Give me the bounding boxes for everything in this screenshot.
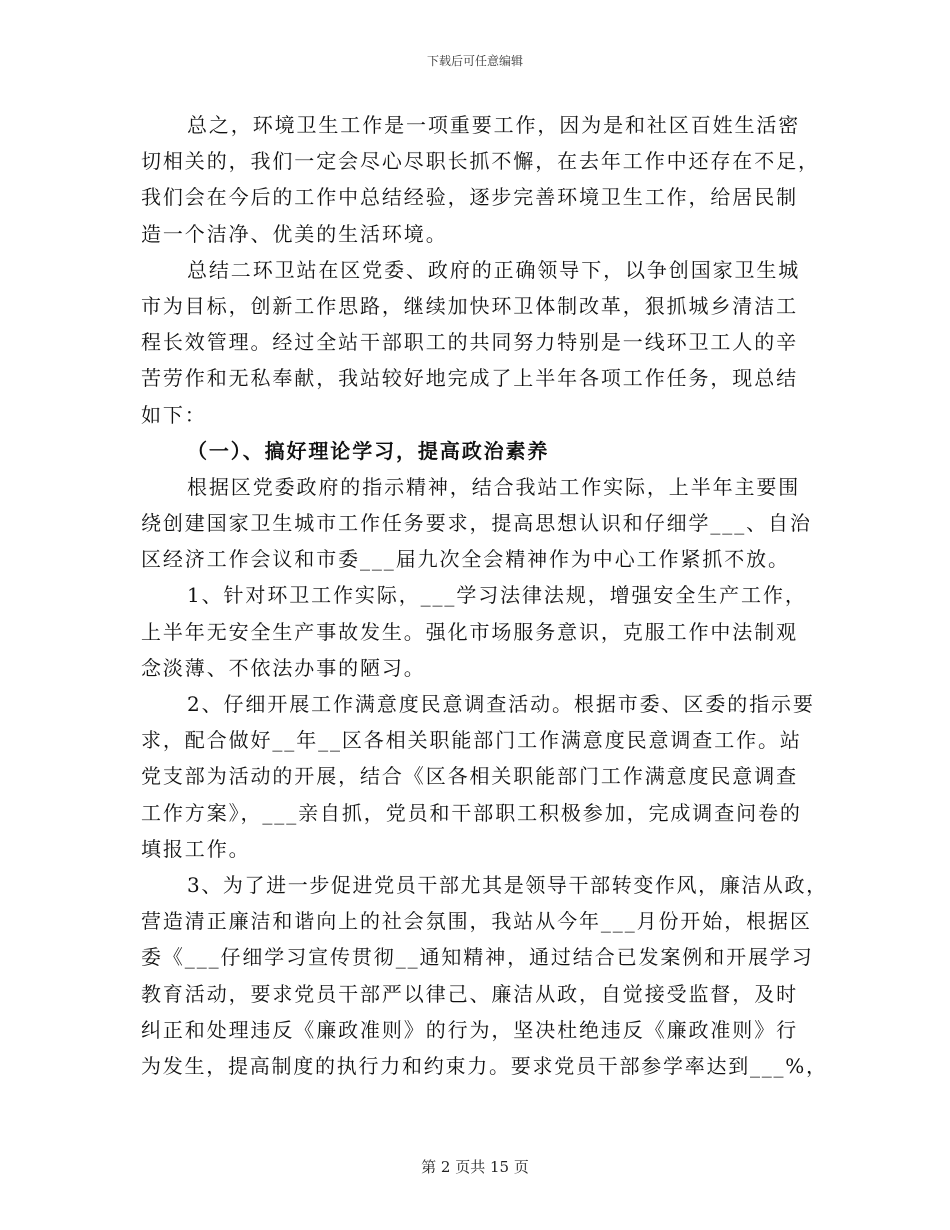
paragraph-line: 切相关的，我们一定会尽心尽职长抓不懈，在去年工作中还存在不足， bbox=[141, 149, 820, 174]
paragraph-line: 营造清正廉洁和谐向上的社会氛围，我站从今年___月份开始，根据区 bbox=[141, 909, 812, 934]
paragraph-line: 根据区党委政府的指示精神，结合我站工作实际，上半年主要围 bbox=[187, 474, 801, 499]
paragraph-line: 教育活动，要求党员干部严以律己、廉洁从政，自觉接受监督，及时 bbox=[141, 981, 798, 1006]
paragraph-line: 绕创建国家卫生城市工作任务要求，提高思想认识和仔细学___、自治 bbox=[141, 511, 812, 536]
paragraph-line: 市为目标，创新工作思路，继续加快环卫体制改革，狠抓城乡清洁工 bbox=[141, 293, 798, 318]
paragraph-line: 3、为了进一步促进党员干部尤其是领导干部转变作风，廉洁从政， bbox=[187, 872, 828, 897]
page-header-note: 下载后可任意编辑 bbox=[426, 54, 523, 68]
document-body bbox=[141, 107, 831, 1084]
paragraph-line: 1、针对环卫工作实际，___学习法律法规，增强安全生产工作， bbox=[187, 583, 807, 608]
paragraph-line: 2、仔细开展工作满意度民意调查活动。根据市委、区委的指示要 bbox=[187, 692, 815, 716]
paragraph-line: 工作方案》，___亲自抓，党员和干部职工积极参加，完成调查问卷的 bbox=[141, 800, 802, 825]
paragraph-line: 念淡薄、不依法办事的陋习。 bbox=[141, 655, 426, 680]
page-number-footer: 第 2 页共 15 页 bbox=[421, 1158, 529, 1176]
section-heading: （一）、搞好理论学习，提高政治素养 bbox=[187, 438, 550, 463]
paragraph-line: 为发生，提高制度的执行力和约束力。要求党员干部参学率达到___%， bbox=[141, 1053, 828, 1078]
paragraph-line: 总结二环卫站在区党委、政府的正确领导下，以争创国家卫生城 bbox=[187, 257, 801, 282]
paragraph-line: 总之，环境卫生工作是一项重要工作，因为是和社区百姓生活密 bbox=[187, 113, 801, 137]
paragraph-line: 求，配合做好__年__区各相关职能部门工作满意度民意调查工作。站 bbox=[141, 728, 802, 753]
paragraph-line: 上半年无安全生产事故发生。强化市场服务意识，克服工作中法制观 bbox=[141, 619, 798, 644]
paragraph-line: 苦劳作和无私奉献，我站较好地完成了上半年各项工作任务，现总结 bbox=[141, 366, 798, 391]
paragraph-line: 区经济工作会议和市委___届九次全会精神作为中心工作紧抓不放。 bbox=[141, 547, 790, 572]
paragraph-line: 程长效管理。经过全站干部职工的共同努力特别是一线环卫工人的辛 bbox=[141, 330, 798, 355]
paragraph-line: 委《___仔细学习宣传贯彻__通知精神，通过结合已发案例和开展学习 bbox=[141, 945, 814, 970]
paragraph-line: 纠正和处理违反《廉政准则》的行为，坚决杜绝违反《廉政准则》行 bbox=[141, 1017, 798, 1042]
paragraph-line: 造一个洁净、优美的生活环境。 bbox=[141, 221, 448, 246]
paragraph-line: 党支部为活动的开展，结合《区各相关职能部门工作满意度民意调查 bbox=[141, 764, 798, 789]
paragraph-line: 如下： bbox=[141, 402, 207, 427]
paragraph-line: 填报工作。 bbox=[141, 836, 251, 861]
paragraph-line: 我们会在今后的工作中总结经验，逐步完善环境卫生工作，给居民制 bbox=[141, 185, 798, 210]
